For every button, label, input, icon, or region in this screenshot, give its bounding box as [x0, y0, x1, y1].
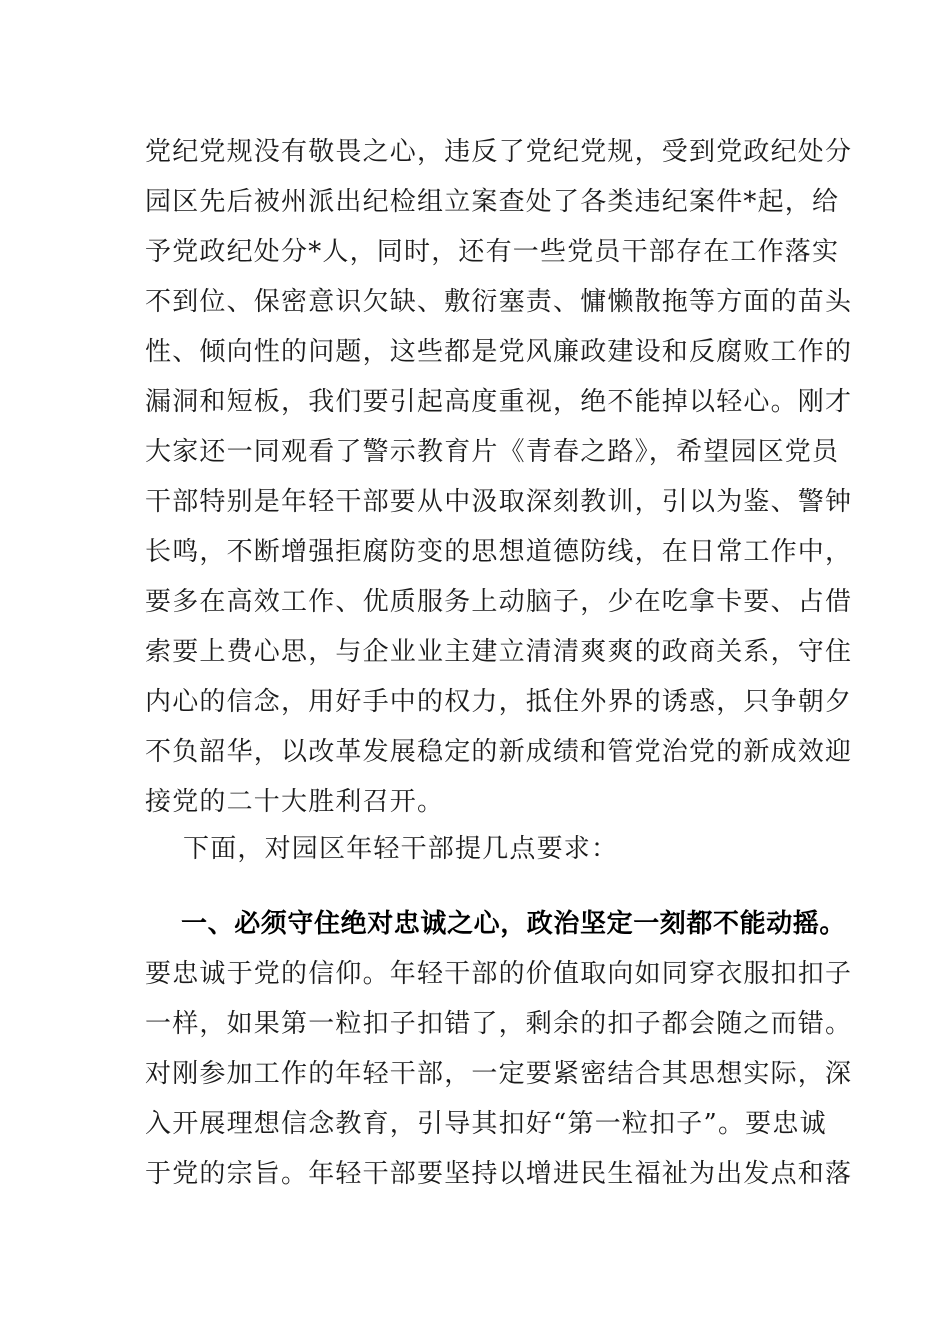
paragraph-1	[145, 127, 853, 827]
paragraph-line: 漏洞和短板，我们要引起高度重视，绝不能掉以轻心。刚才	[145, 387, 853, 417]
paragraph-2	[145, 824, 825, 874]
paragraph-line: 予党政纪处分*人，同时，还有一些党员干部存在工作落实	[145, 237, 840, 267]
paragraph-line: 不负韶华，以改革发展稳定的新成绩和管党治党的新成效迎	[145, 737, 853, 767]
paragraph-line: 不到位、保密意识欠缺、敷衍塞责、慵懒散拖等方面的苗头	[145, 287, 853, 317]
paragraph-line: 园区先后被州派出纪检组立案查处了各类违纪案件*起，给	[145, 187, 840, 217]
paragraph-line: 内心的信念，用好手中的权力，抵住外界的诱惑，只争朝夕	[145, 687, 853, 717]
section-1	[145, 899, 853, 1199]
paragraph-line: 入开展理想信念教育，引导其扣好“第一粒扣子”。要忠诚	[145, 1109, 827, 1139]
paragraph-line: 长鸣，不断增强拒腐防变的思想道德防线，在日常工作中，	[145, 537, 853, 567]
paragraph-line: 对刚参加工作的年轻干部，一定要紧密结合其思想实际，深	[145, 1059, 853, 1089]
section-heading: 一、必须守住绝对忠诚之心，政治坚定一刻都不能动摇。	[181, 909, 847, 939]
paragraph-line: 接党的二十大胜利召开。	[145, 787, 445, 817]
paragraph-line: 下面，对园区年轻干部提几点要求：	[183, 834, 619, 864]
paragraph-line: 干部特别是年轻干部要从中汲取深刻教训，引以为鉴、警钟	[145, 487, 853, 517]
paragraph-line: 于党的宗旨。年轻干部要坚持以增进民生福祉为出发点和落	[145, 1159, 853, 1189]
paragraph-line: 党纪党规没有敬畏之心，违反了党纪党规，受到党政纪处分	[145, 137, 853, 167]
paragraph-line: 大家还一同观看了警示教育片《青春之路》，希望园区党员	[145, 437, 840, 467]
paragraph-line: 要多在高效工作、优质服务上动脑子，少在吃拿卡要、占借	[145, 587, 853, 617]
paragraph-line: 性、倾向性的问题，这些都是党风廉政建设和反腐败工作的	[145, 337, 853, 367]
paragraph-line: 一样，如果第一粒扣子扣错了，剩余的扣子都会随之而错。	[145, 1009, 853, 1039]
paragraph-line: 索要上费心思，与企业业主建立清清爽爽的政商关系，守住	[145, 637, 853, 667]
paragraph-line: 要忠诚于党的信仰。年轻干部的价值取向如同穿衣服扣扣子	[145, 959, 853, 989]
